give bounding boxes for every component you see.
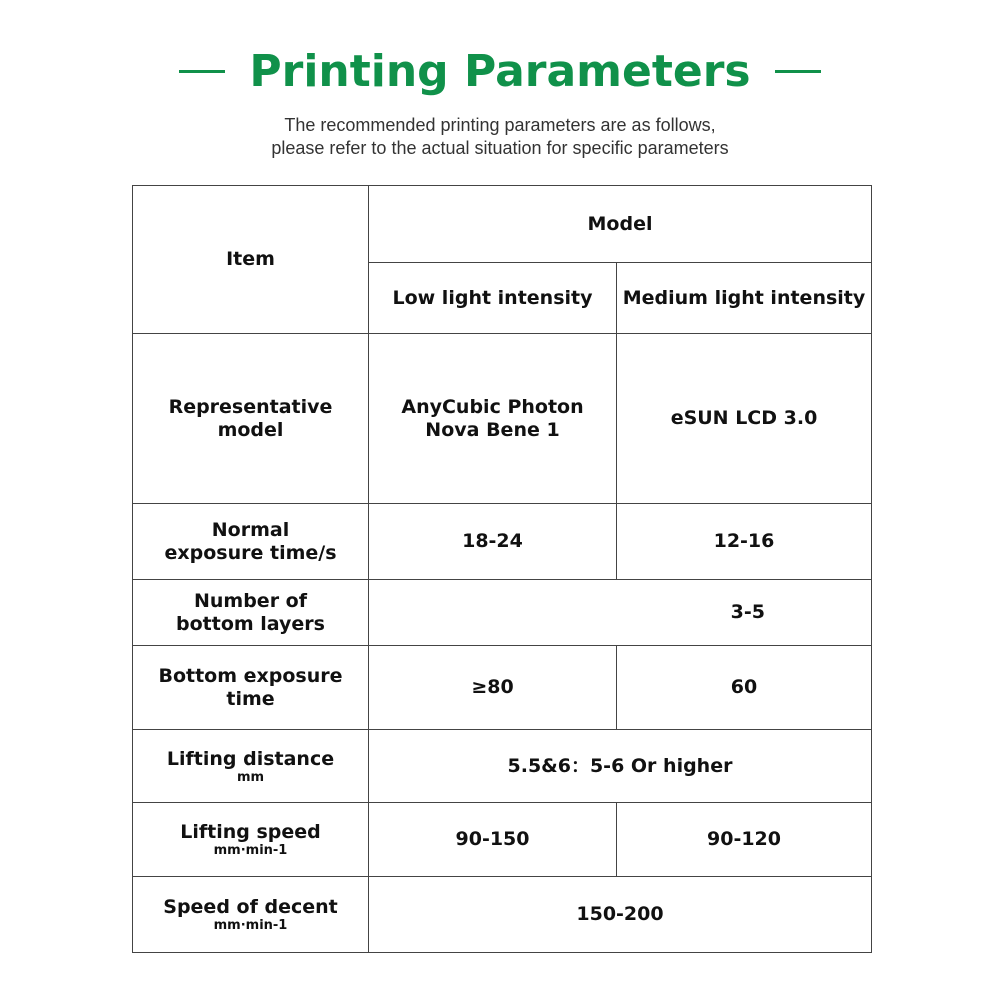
model-header-cell xyxy=(369,186,872,263)
lifting-speed-low: 90-150 xyxy=(369,803,617,877)
subtitle-line-2: please refer to the actual situation for specific parameters xyxy=(271,138,729,158)
bottom-layers-value: 3-5 xyxy=(369,580,872,646)
subtitle-line-1: The recommended printing parameters are as follows, xyxy=(284,115,716,135)
table-row xyxy=(133,580,872,646)
normal-exposure-low: 18-24 xyxy=(369,504,617,580)
lifting-distance-value: 5.5&6：5-6 Or higher xyxy=(369,730,872,803)
row-label-normal-exposure xyxy=(133,504,369,580)
row-label-lifting-speed xyxy=(133,803,369,877)
table-row xyxy=(133,803,872,877)
cell-line: AnyCubic Photon xyxy=(401,395,584,418)
table-row xyxy=(133,334,872,504)
bottom-exposure-low: ≥80 xyxy=(369,646,617,730)
row-label-unit: mm xyxy=(236,769,265,785)
row-label-line: Lifting distance xyxy=(166,747,335,770)
item-header-cell xyxy=(133,186,369,334)
table-row xyxy=(133,504,872,580)
speed-of-decent-value: 150-200 xyxy=(369,877,872,953)
representative-model-low xyxy=(369,334,617,504)
row-label-line: Number of xyxy=(193,589,308,612)
row-label-unit: mm·min-1 xyxy=(213,843,288,858)
title-rule-right xyxy=(775,70,821,73)
model-header: Model xyxy=(587,212,653,235)
row-label-line: bottom layers xyxy=(176,612,325,635)
row-label-line: model xyxy=(217,418,284,441)
page-header xyxy=(0,36,1000,106)
row-label-line: Normal xyxy=(211,518,290,541)
table-row xyxy=(133,730,872,803)
normal-exposure-medium: 12-16 xyxy=(617,504,872,580)
table-row xyxy=(133,646,872,730)
bottom-exposure-medium: 60 xyxy=(617,646,872,730)
page-title: Printing Parameters xyxy=(249,45,751,97)
representative-model-medium: eSUN LCD 3.0 xyxy=(617,334,872,504)
row-label-line: Speed of decent xyxy=(163,896,338,918)
row-label-unit: mm·min-1 xyxy=(213,918,288,933)
item-header: Item xyxy=(226,248,275,270)
row-label-speed-of-decent xyxy=(133,877,369,953)
row-label-line: exposure time/s xyxy=(164,541,337,564)
lifting-speed-medium: 90-120 xyxy=(617,803,872,877)
row-label-line: Representative xyxy=(168,395,333,418)
table-row xyxy=(133,877,872,953)
row-label-lifting-distance xyxy=(133,730,369,803)
page-subtitle xyxy=(0,114,1000,160)
row-label-line: Lifting speed xyxy=(180,821,321,843)
medium-intensity-header: Medium light intensity xyxy=(617,263,872,334)
cell-line: Nova Bene 1 xyxy=(425,418,560,441)
row-label-bottom-layers xyxy=(133,580,369,646)
row-label-bottom-exposure: Bottom exposure time xyxy=(133,646,369,730)
parameters-table xyxy=(132,185,872,953)
table-header-row xyxy=(133,186,872,263)
row-label-representative-model xyxy=(133,334,369,504)
title-rule-left xyxy=(179,70,225,73)
low-intensity-header: Low light intensity xyxy=(369,263,617,334)
